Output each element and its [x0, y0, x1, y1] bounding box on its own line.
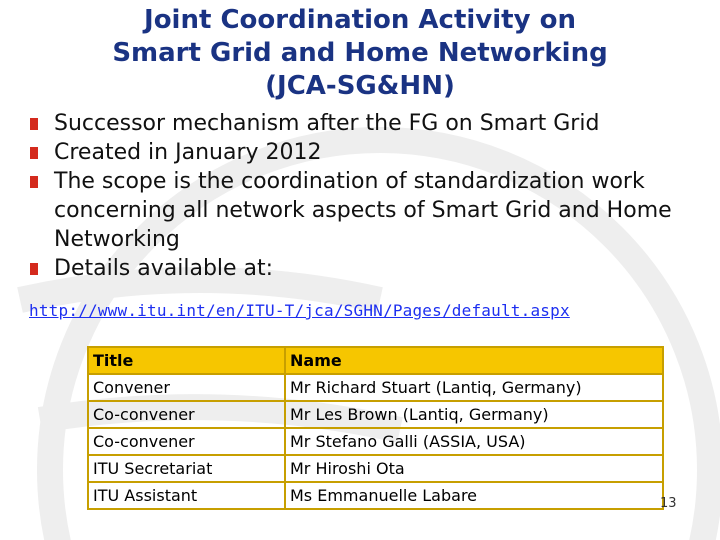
- table-row: [88, 428, 663, 455]
- name-cell: Mr Hiroshi Ota: [285, 455, 663, 482]
- title-line-3: (JCA-SG&HN): [265, 71, 455, 101]
- column-header-title: Title: [88, 347, 285, 374]
- table-row: [88, 374, 663, 401]
- title-line-1: Joint Coordination Activity on: [144, 5, 576, 35]
- role-cell: Convener: [88, 374, 285, 401]
- contacts-table: [87, 346, 664, 510]
- bullet-text: Successor mechanism after the FG on Smart Grid: [54, 111, 600, 136]
- bullet-text: The scope is the coordination of standardization work concerning all network aspects of Smart Grid and Home Networking: [54, 169, 672, 252]
- name-cell: Mr Richard Stuart (Lantiq, Germany): [285, 374, 663, 401]
- name-cell: Ms Emmanuelle Labare: [285, 482, 663, 509]
- bullet-item: [30, 109, 700, 138]
- bullet-marker-icon: [30, 118, 38, 130]
- table-header-row: [88, 347, 663, 374]
- bullet-marker-icon: [30, 176, 38, 188]
- role-cell: Co-convener: [88, 428, 285, 455]
- role-cell: ITU Assistant: [88, 482, 285, 509]
- details-link[interactable]: http://www.itu.int/en/ITU-T/jca/SGHN/Pages/default.aspx: [29, 301, 570, 320]
- bullet-text: Details available at:: [54, 256, 274, 281]
- bullet-item: [30, 167, 700, 254]
- table-row: [88, 401, 663, 428]
- bullet-item: [30, 138, 700, 167]
- page-number: 13: [660, 496, 677, 511]
- role-cell: Co-convener: [88, 401, 285, 428]
- bullet-item: [30, 254, 700, 283]
- bullet-text: Created in January 2012: [54, 140, 322, 165]
- role-cell: ITU Secretariat: [88, 455, 285, 482]
- table-row: [88, 482, 663, 509]
- name-cell: Mr Les Brown (Lantiq, Germany): [285, 401, 663, 428]
- slide-title: [60, 4, 660, 103]
- title-line-2: Smart Grid and Home Networking: [112, 38, 608, 68]
- table-row: [88, 455, 663, 482]
- column-header-name: Name: [285, 347, 663, 374]
- bullet-marker-icon: [30, 147, 38, 159]
- bullet-marker-icon: [30, 263, 38, 275]
- name-cell: Mr Stefano Galli (ASSIA, USA): [285, 428, 663, 455]
- bullet-list: [30, 109, 700, 283]
